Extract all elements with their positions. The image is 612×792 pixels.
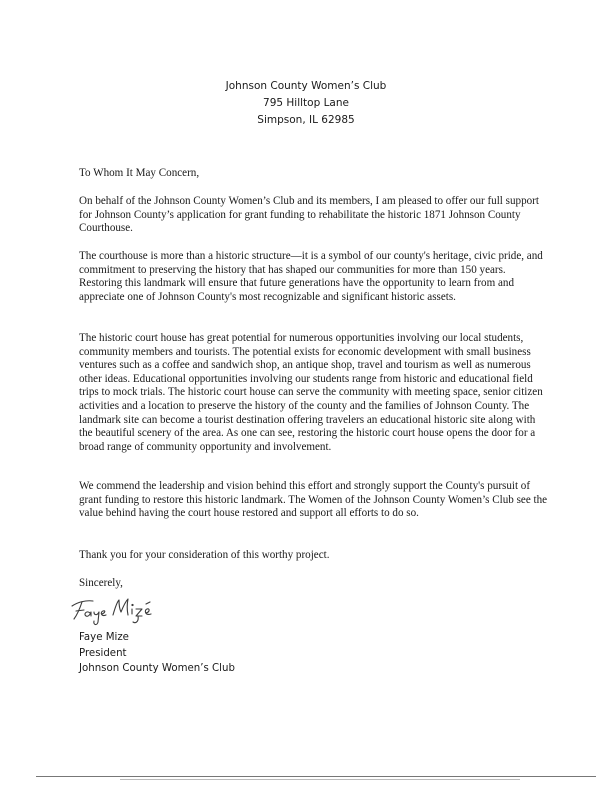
signer-name: Faye Mize: [79, 632, 129, 643]
paragraph-thanks: Thank you for your consideration of this worthy project.: [79, 549, 330, 561]
letterhead-street: 795 Hilltop Lane: [263, 97, 349, 109]
signer-title: President: [79, 647, 127, 659]
signer-org: Johnson County Women’s Club: [79, 663, 235, 674]
letterhead-city: Simpson, IL 62985: [257, 114, 355, 126]
paragraph-heritage: The courthouse is more than a historic structure—it is a symbol of our county's heritage, civic pride, and commitment to preserving the history that has shaped our communities for more than 150 years. Restoring this landmark will ensure that future generations have the opportunity to learn from and appreciate one of Johnson County's most recognizable and significant historic assets.: [79, 250, 543, 303]
letterhead-org: Johnson County Women’s Club: [225, 80, 387, 92]
page-bottom-rule-secondary: [120, 779, 520, 780]
paragraph-commendation: We commend the leadership and vision behind this effort and strongly support the County's pursuit of grant funding to restore this historic landmark. The Women of the Johnson County Women’s Club see the value behind having the court house restored and support all efforts to do so.: [79, 480, 548, 520]
signer-block: [79, 630, 235, 677]
paragraph-opportunities: The historic court house has great potential for numerous opportunities involving our local students, community members and tourists. The potential exists for economic development with small business ventures such as a coffee and sandwich shop, an antique shop, travel and tourism as well as numerous other ideas. Educational opportunities involving our students range from historic and educational field trips to mock trials. The historic court house can serve the community with meeting space, senior citizen activities and a location to preserve the history of the county and the families of Johnson County. The landmark site can become a tourist destination offering travelers an educational historic site along with the beautiful scenery of the area. As one can see, restoring the historic court house opens the door for a broad range of community opportunity and involvement.: [79, 332, 543, 453]
salutation: To Whom It May Concern,: [79, 167, 200, 179]
page-bottom-rule: [36, 776, 596, 777]
handwritten-signature: [66, 588, 176, 628]
letterhead: [0, 78, 612, 129]
paragraph-support: On behalf of the Johnson County Women’s Club and its members, I am pleased to offer our full support for Johnson County’s application for grant funding to rehabilitate the historic 1871 Johnson County Courthouse.: [79, 195, 539, 235]
closing: Sincerely,: [79, 577, 123, 589]
